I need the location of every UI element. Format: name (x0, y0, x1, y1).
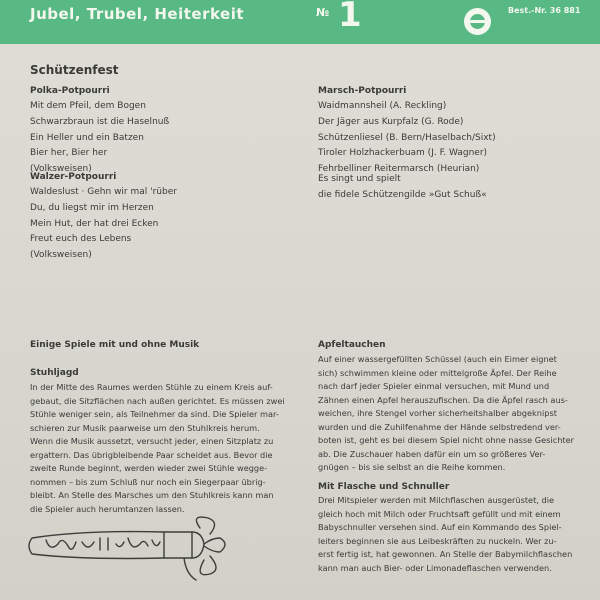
walzer-item: Waldeslust · Gehn wir mal 'rüber (30, 187, 177, 197)
polka-item: (Volksweisen) (30, 164, 92, 175)
apfeltauchen-heading: Apfeltauchen (318, 340, 386, 350)
marsch-item: Der Jäger aus Kurpfalz (G. Rode) (318, 116, 464, 127)
polka-item: Schwarzbraun ist die Haselnuß (30, 116, 170, 127)
marsch-item: Fehrbelliner Reitermarsch (Heurian) (318, 164, 480, 175)
polka-item: Ein Heller und ein Batzen (30, 132, 144, 143)
walzer-item: (Volksweisen) (30, 250, 92, 261)
label-logo-icon (464, 8, 491, 35)
marsch-list (318, 99, 496, 178)
catalog-number: Best.-Nr. 36 881 (508, 6, 581, 15)
polka-list (30, 99, 169, 178)
bottle-signature-illustration (24, 508, 234, 588)
apfeltauchen-text: Auf einer wassergefüllten Schüssel (auch ein Eimer eignet sich) schwimmen kleine oder mittelgroße Äpfel. Der Reihe nach darf jeder Spieler einmal versuchen, mit Mund und Zähnen einen Apfel herauszufischen. Da die Äpfel rasch aus- weichen, ihre Stengel vorher sicherheitshalber abgeknipst wurden und die Zuhilfenahme der Hände selbstredend ver- boten ist, geht es bei diesem Spiel nicht ohne nasse Gesichter ab. Die Zuschauer haben dafür ein um so größeres Ver- gnügen – bis sie selbst an die Reihe kommen. (318, 354, 575, 472)
marsch-item: Waidmannsheil (A. Reckling) (318, 101, 447, 111)
number-value: 1 (338, 0, 362, 35)
stuhljagd-text: In der Mitte des Raumes werden Stühle zu einem Kreis auf- gebaut, die Sitzflächen nach außen gerichtet. Es müssen zwei Stühle weniger sein, als Teilnehmer da sind. Die Spieler mar- schieren zur Musik paarweise um den Stuhlkreis herum. Wenn die Musik aussetzt, versucht jeder, einen Sitzplatz zu ergattern. Das übrigbleibende Paar scheidet aus. Bevor die zweite Runde beginnt, werden wieder zwei Stühle wegge- nommen – bis zum Schluß nur noch ein Siegerpaar übrig- bleibt. An Stelle des Marsches um den Stuhlkreis kann man die Spieler auch herumtanzen lassen. (30, 382, 285, 514)
number-prefix: № (316, 6, 330, 19)
performers-line: Es singt und spielt (318, 174, 401, 184)
walzer-item: Mein Hut, der hat drei Ecken (30, 218, 159, 229)
performers (318, 172, 487, 204)
marsch-heading: Marsch-Potpourri (318, 86, 407, 96)
polka-item: Bier her, Bier her (30, 148, 108, 159)
polka-item: Mit dem Pfeil, dem Bogen (30, 101, 146, 111)
stuhljagd-heading: Stuhljagd (30, 368, 79, 378)
walzer-heading: Walzer-Potpourri (30, 172, 117, 182)
marsch-item: Tiroler Holzhackerbuam (J. F. Wagner) (318, 148, 488, 159)
marsch-item: Schützenliesel (B. Bern/Haselbach/Sixt) (318, 132, 496, 143)
flasche-heading: Mit Flasche und Schnuller (318, 482, 450, 492)
header-bar (0, 0, 600, 44)
walzer-item: Freut euch des Lebens (30, 234, 132, 245)
games-title: Einige Spiele mit und ohne Musik (30, 340, 200, 350)
performers-line: die fidele Schützengilde »Gut Schuß« (318, 189, 487, 200)
walzer-item: Du, du liegst mir im Herzen (30, 202, 154, 213)
walzer-list (30, 185, 177, 264)
flasche-text: Drei Mitspieler werden mit Milchflaschen ausgerüstet, die gleich hoch mit Milch oder Fruchtsaft gefüllt und mit einem Babyschnuller versehen sind. Auf ein Kommando des Spiel- leiters beginnen sie aus Leibeskräften zu nuckeln. Wer zu- erst fertig ist, hat gewonnen. An Stelle der Babymilchflaschen kann man auch Bier- oder Limonadeflaschen verwenden. (318, 495, 573, 573)
polka-heading: Polka-Potpourri (30, 86, 110, 96)
series-title: Jubel, Trubel, Heiterkeit (30, 5, 245, 23)
program-title: Schützenfest (30, 63, 119, 77)
